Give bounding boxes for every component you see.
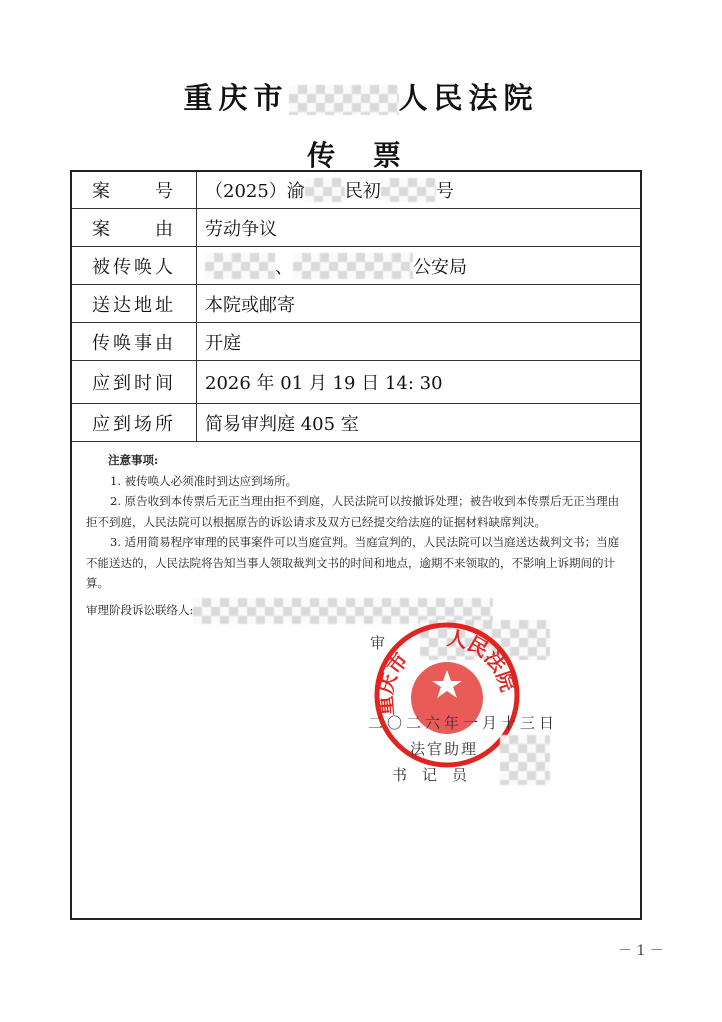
issue-date: 二〇二六年一月十三日 (368, 714, 559, 732)
notes-section (86, 450, 626, 624)
redacted-block (500, 735, 550, 785)
label: 案 由 (72, 209, 197, 246)
judge-label: 审 (370, 634, 386, 652)
value (197, 172, 454, 208)
redacted-block (381, 178, 436, 202)
value: 2026 年 01 月 19 日 14: 30 (205, 373, 443, 394)
label: 应到时间 (72, 361, 197, 403)
redacted-block (305, 178, 345, 202)
redacted-block (205, 253, 275, 279)
summons-table (70, 170, 642, 920)
row-cause (72, 209, 640, 247)
note-item: 2. 原告收到本传票后无正当理由拒不到庭，人民法院可以按撤诉处理；被告收到本传票后无正当理由拒不到庭，人民法院可以根据原告的诉讼请求及双方已经提交给法庭的证据材料缺席判决。 (86, 494, 620, 529)
redacted-block (293, 253, 413, 279)
contact-label: 审理阶段诉讼联络人: (86, 602, 194, 617)
page-number: － 1 － (618, 943, 664, 959)
label: 传唤事由 (72, 323, 197, 360)
value-part: 民初 (344, 181, 381, 202)
title-suffix: 人民法院 (398, 81, 539, 115)
label: 被传唤人 (72, 247, 197, 284)
court-title (0, 76, 722, 117)
value: 劳动争议 (205, 218, 277, 240)
value: 本院或邮寄 (205, 294, 295, 316)
value: 开庭 (205, 332, 241, 354)
label: 案 号 (72, 172, 197, 208)
row-case-number (72, 172, 640, 209)
value-part: 公安局 (413, 256, 467, 278)
value: 简易审判庭 405 室 (205, 413, 359, 435)
row-reason (72, 323, 640, 361)
row-place (72, 404, 640, 442)
title-prefix: 重庆市 (183, 81, 289, 115)
note-item: 1. 被传唤人必须准时到达应到场所。 (110, 473, 298, 488)
label: 应到场所 (72, 404, 197, 441)
value-part: 、 (275, 256, 293, 278)
redacted-block (289, 85, 399, 115)
assistant-label: 法官助理 (410, 740, 479, 758)
row-time (72, 361, 640, 404)
seal-text: 重庆市 人民法院 (372, 625, 521, 717)
label: 送达地址 (72, 285, 197, 322)
notes-heading: 注意事项: (108, 453, 159, 467)
note-item: 3. 适用简易程序审理的民事案件可以当庭宣判。当庭宣判的，人民法院可以当庭送达裁判文书；当庭不能送达的，人民法院将告知当事人领取裁判文书的时间和地点，逾期不来领取的，不影响上诉期间的计算。 (86, 535, 620, 590)
row-summoned (72, 247, 640, 285)
value-part: （2025）渝 (205, 181, 305, 202)
row-address (72, 285, 640, 323)
value-part: 号 (435, 181, 454, 202)
value (197, 247, 467, 284)
document-type: 传 票 (307, 139, 415, 172)
clerk-label: 书 记 员 (392, 766, 468, 784)
